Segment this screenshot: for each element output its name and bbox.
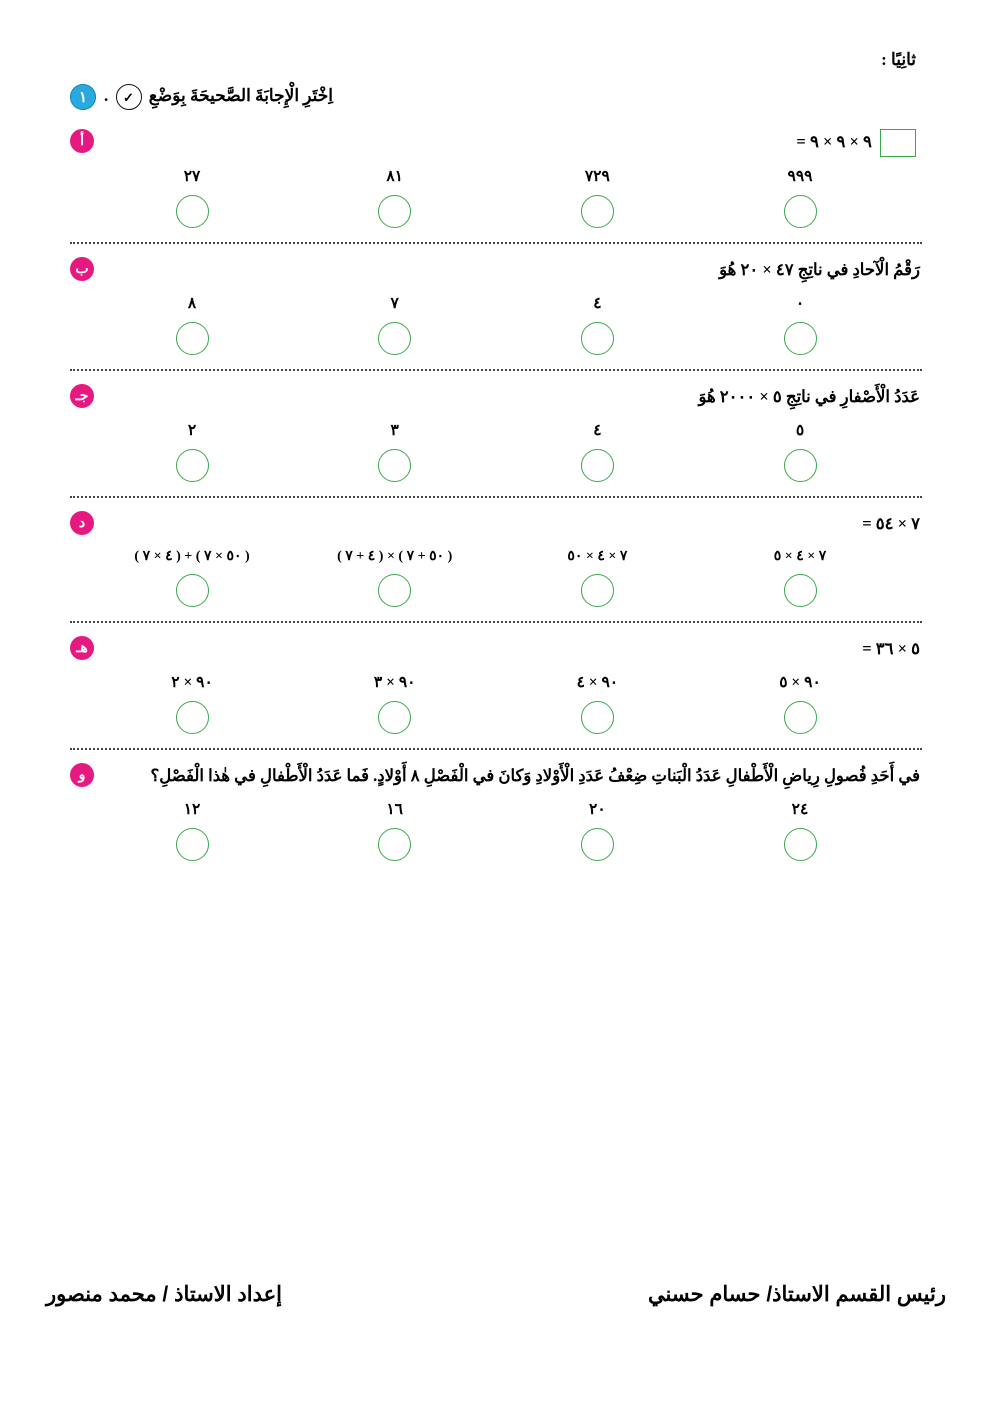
choice-bubble[interactable] (581, 574, 614, 607)
question-head (70, 256, 922, 284)
choice-label: ٠ (795, 295, 805, 313)
section-label: ثانِيًا : (881, 50, 916, 69)
choice-bubble[interactable] (581, 701, 614, 734)
question-prompt (103, 128, 920, 157)
question-letter-badge: أ (70, 129, 94, 153)
answer-box[interactable] (880, 129, 916, 157)
choice-label: ٢٤ (791, 801, 809, 819)
divider (70, 242, 922, 244)
choice-bubble[interactable] (176, 322, 209, 355)
choice-option[interactable] (700, 421, 900, 482)
choice-label: ٢٧ (183, 168, 201, 186)
choice-label: ٩٠ × ٣ (373, 674, 416, 692)
choice-bubble[interactable] (378, 195, 411, 228)
choice-option[interactable] (700, 294, 900, 355)
choice-option[interactable] (92, 421, 292, 482)
choice-option[interactable] (700, 800, 900, 861)
footer-prepared-by: إعداد الاستاذ / محمد منصور (46, 1283, 282, 1306)
choice-label: ٥ (795, 422, 805, 440)
choice-label: ٨١ (386, 168, 404, 186)
choice-option[interactable] (295, 548, 495, 607)
choice-label: ٩٠ × ٤ (576, 674, 619, 692)
question-head (70, 128, 922, 157)
choice-bubble[interactable] (581, 828, 614, 861)
choice-label: ٩٠ × ٢ (171, 674, 213, 692)
question-prompt: ٧ × ٥٤ = (862, 514, 920, 534)
choices-row (92, 167, 900, 228)
choice-bubble[interactable] (581, 195, 614, 228)
choice-bubble[interactable] (784, 449, 817, 482)
footer-department-head: رئيس القسم الاستاذ/ حسام حسني (648, 1283, 946, 1306)
question-letter-badge: ب (70, 257, 94, 281)
choice-bubble[interactable] (176, 449, 209, 482)
choice-label: ٧ × ٤ × ٥ (773, 549, 827, 565)
divider (70, 369, 922, 371)
choice-bubble[interactable] (581, 449, 614, 482)
choice-option[interactable] (497, 548, 697, 607)
question-number-badge: ١ (70, 84, 96, 110)
instruction-text (104, 84, 333, 110)
choice-bubble[interactable] (378, 322, 411, 355)
question-letter-badge: هـ (70, 636, 94, 660)
choice-bubble[interactable] (378, 449, 411, 482)
choice-label: ٩٩٩ (787, 168, 813, 186)
instruction-row (70, 84, 922, 110)
choices-row (92, 548, 900, 607)
choice-label: ٩٠ × ٥ (779, 674, 821, 692)
choice-bubble[interactable] (784, 574, 817, 607)
choice-label: ٨ (187, 295, 197, 313)
question-block (70, 502, 922, 619)
choice-label: ( ٥٠ + ٧ ) × ( ٤ + ٧ ) (337, 549, 453, 565)
choice-bubble[interactable] (176, 574, 209, 607)
choice-bubble[interactable] (378, 574, 411, 607)
question-block (70, 627, 922, 746)
choice-option[interactable] (92, 548, 292, 607)
choices-row (92, 294, 900, 355)
question-prompt-text: ٩ × ٩ × ٩ = (796, 132, 872, 151)
choice-label: ٢ (187, 422, 197, 440)
choices-row (92, 800, 900, 861)
choices-row (92, 421, 900, 482)
question-head (70, 510, 922, 538)
choice-label: ٣ (390, 422, 399, 440)
choice-bubble[interactable] (378, 828, 411, 861)
choice-bubble[interactable] (581, 322, 614, 355)
question-block (70, 754, 922, 873)
choice-option[interactable] (92, 167, 292, 228)
choice-option[interactable] (92, 673, 292, 734)
question-block (70, 120, 922, 240)
question-letter-badge: د (70, 511, 94, 535)
choices-row (92, 673, 900, 734)
divider (70, 621, 922, 623)
choice-option[interactable] (497, 673, 697, 734)
choice-option[interactable] (700, 673, 900, 734)
choice-bubble[interactable] (784, 195, 817, 228)
question-head (70, 635, 922, 663)
footer (0, 1282, 992, 1307)
choice-bubble[interactable] (784, 828, 817, 861)
choice-option[interactable] (497, 421, 697, 482)
choice-label: ٤ (593, 422, 602, 440)
question-prompt: عَدَدُ الْأَصْفارِ في ناتِجِ ٥ × ٢٠٠٠ هُوَ (698, 387, 920, 407)
question-block (70, 248, 922, 367)
choice-label: ٧ (390, 295, 399, 313)
choice-label: ٤ (593, 295, 602, 313)
choice-option[interactable] (497, 167, 697, 228)
choice-bubble[interactable] (784, 322, 817, 355)
choice-label: ٧ × ٤ × ٥٠ (567, 549, 628, 565)
choice-option[interactable] (497, 294, 697, 355)
checkmark-icon: ✓ (116, 84, 142, 110)
choice-label: ١٢ (183, 801, 201, 819)
choice-option[interactable] (295, 800, 495, 861)
question-letter-badge: و (70, 763, 94, 787)
choice-option[interactable] (700, 548, 900, 607)
choice-label: ٧٢٩ (584, 168, 610, 186)
instruction-text-before: اِخْتَرِ الْإِجابَةَ الصَّحيحَةَ بِوَضْعِ (148, 85, 334, 105)
choice-bubble[interactable] (378, 701, 411, 734)
instruction-text-after: . (104, 85, 109, 105)
question-block (70, 375, 922, 494)
choice-option[interactable] (295, 673, 495, 734)
question-head (70, 762, 922, 790)
choice-option[interactable] (295, 421, 495, 482)
choice-option[interactable] (295, 167, 495, 228)
choice-bubble[interactable] (784, 701, 817, 734)
choice-bubble[interactable] (176, 828, 209, 861)
choice-option[interactable] (92, 800, 292, 861)
question-letter-badge: جـ (70, 384, 94, 408)
choice-label: ( ٥٠ × ٧ ) + ( ٤ × ٧ ) (134, 549, 250, 565)
choice-option[interactable] (497, 800, 697, 861)
question-head (70, 383, 922, 411)
divider (70, 496, 922, 498)
question-prompt: ٥ × ٣٦ = (862, 639, 920, 659)
choice-option[interactable] (700, 167, 900, 228)
choice-option[interactable] (92, 294, 292, 355)
question-prompt: في أَحَدِ فُصولِ رِياضِ الْأَطْفالِ عَدَدُ الْبَناتِ ضِعْفُ عَدَدِ الْأَوْلادِ وَكانَ في الْفَصْلِ ٨ أَوْلادٍ. فَما عَدَدُ الْأَطْفالِ في هٰذا الْفَصْلِ؟ (150, 766, 920, 786)
choice-option[interactable] (295, 294, 495, 355)
question-prompt: رَقْمُ الْآحادِ في ناتِجِ ٤٧ × ٢٠ هُوَ (719, 260, 920, 280)
divider (70, 748, 922, 750)
choice-bubble[interactable] (176, 701, 209, 734)
choice-label: ٢٠ (589, 801, 606, 819)
choice-bubble[interactable] (176, 195, 209, 228)
choice-label: ١٦ (386, 801, 404, 819)
